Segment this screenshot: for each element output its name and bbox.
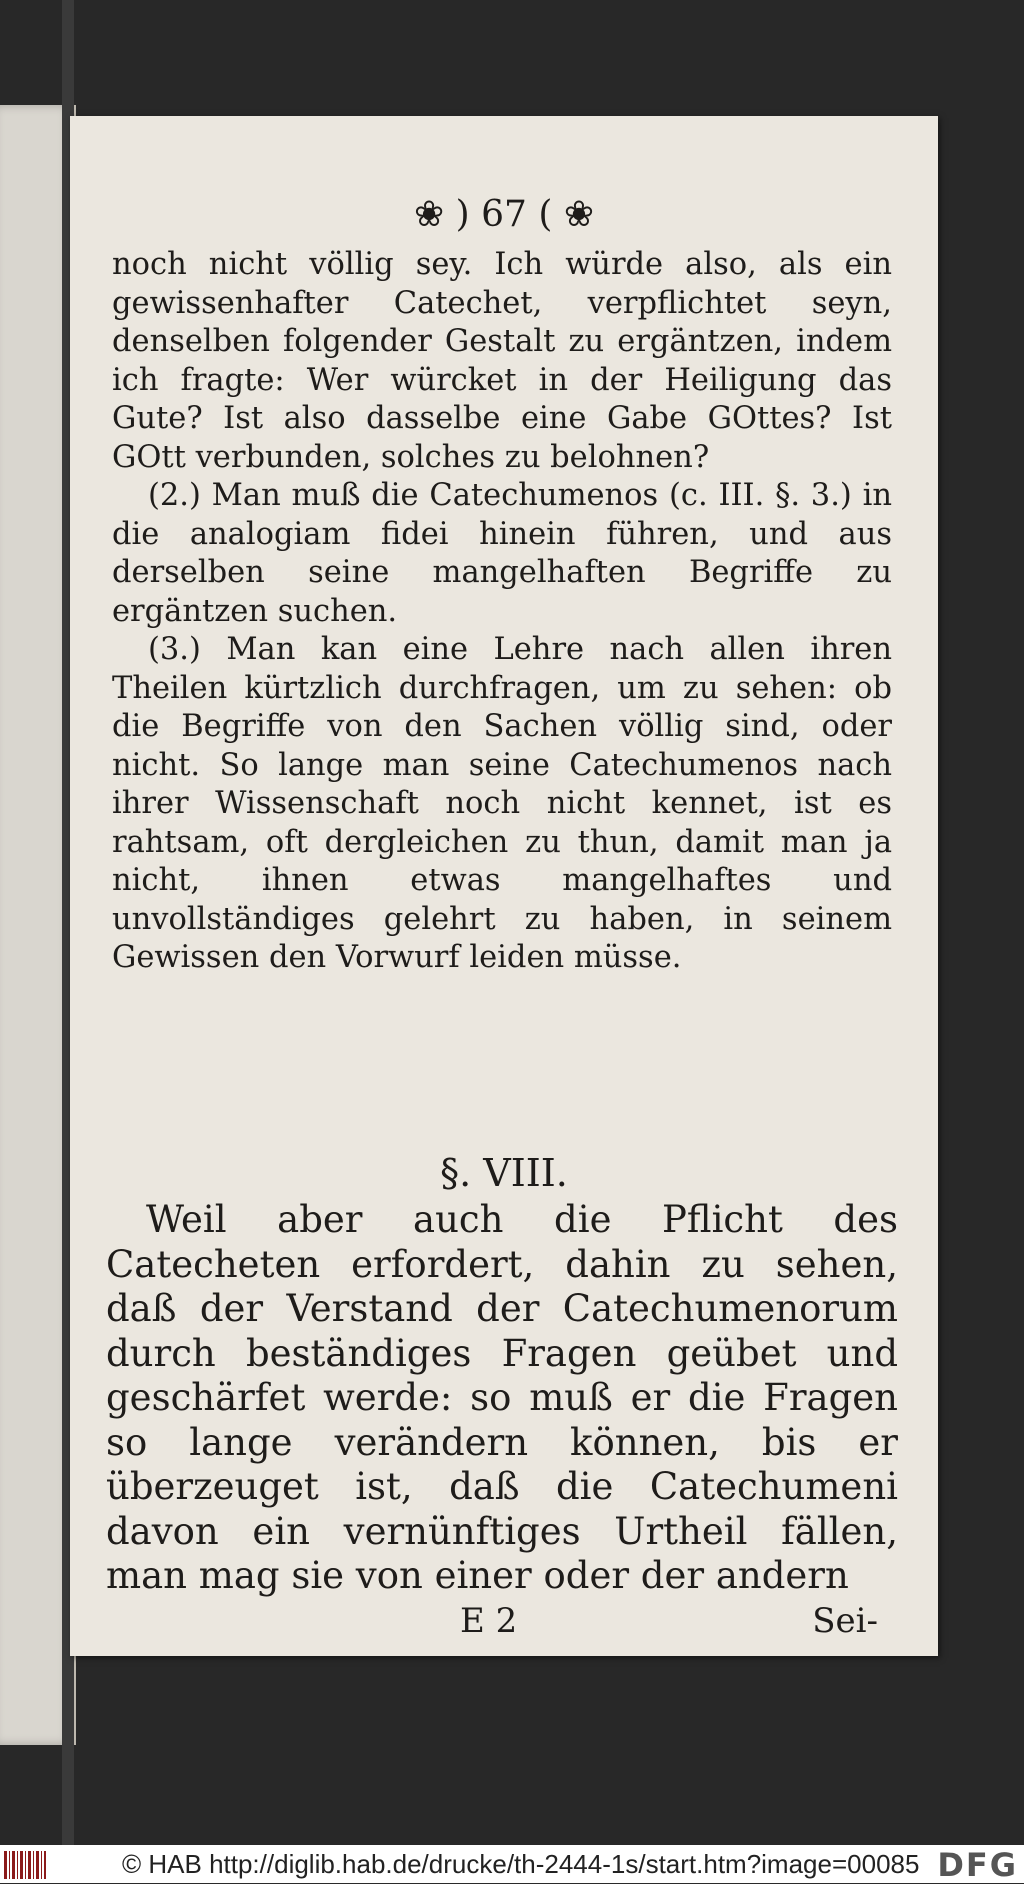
page-header: ❀ ) 67 ( ❀ (414, 194, 594, 235)
section-title: §. VIII. (440, 1151, 568, 1195)
source-url[interactable]: © HAB http://diglib.hab.de/drucke/th-2444-1s/start.htm?image=00085 (122, 1849, 920, 1879)
paragraph-1: noch nicht völlig sey. Ich würde also, als ein gewissenhafter Catechet, verpflichtet seyn, denselben folgender Gestalt zu ergäntzen, indem ich fragte: Wer würcket in der Heiligung das Gute? Ist also dasselbe eine Gabe GOttes? Ist GOtt verbunden, solches zu belohnen? (112, 247, 892, 475)
paragraph-3: (3.) Man kan eine Lehre nach allen ihren Theilen kürtzlich durchfragen, um zu sehen: ob die Begriffe von den Sachen völlig sind, oder nicht. So lange man seine Catechumenos nach ihrer Wissenschaft noch nicht kennet, ist es rahtsam, oft dergleichen zu thun, damit man ja nicht, ihnen etwas mangelhaftes und unvollständiges gelehrt zu haben, in seinem Gewissen den Vorwurf leiden müsse. (112, 632, 892, 975)
book-page (70, 116, 938, 1656)
viewer-footer (0, 1845, 1024, 1883)
text-block-large (106, 1198, 898, 1599)
catchword: Sei- (812, 1601, 878, 1641)
paragraph-section-viii: Weil aber auch die Pflicht des Catecheten erfordert, dahin zu sehen, daß der Verstand der Catechumenorum durch beständiges Fragen geübet und geschärfet werde: so muß er die Fragen so lange verändern können, bis er überzeuget ist, daß die Catechumeni davon ein vernünftiges Urtheil fällen, man mag sie von einer oder der andern (106, 1198, 898, 1597)
text-block-small (112, 246, 892, 978)
barcode-icon (4, 1851, 46, 1879)
dfg-logo: DFG (937, 1846, 1018, 1884)
paragraph-2: (2.) Man muß die Catechumenos (c. III. §. 3.) in die analogiam fidei hinein führen, und aus derselben seine mangelhaften Begriffe zu ergäntzen suchen. (112, 478, 892, 629)
signature-mark: E 2 (460, 1601, 518, 1641)
